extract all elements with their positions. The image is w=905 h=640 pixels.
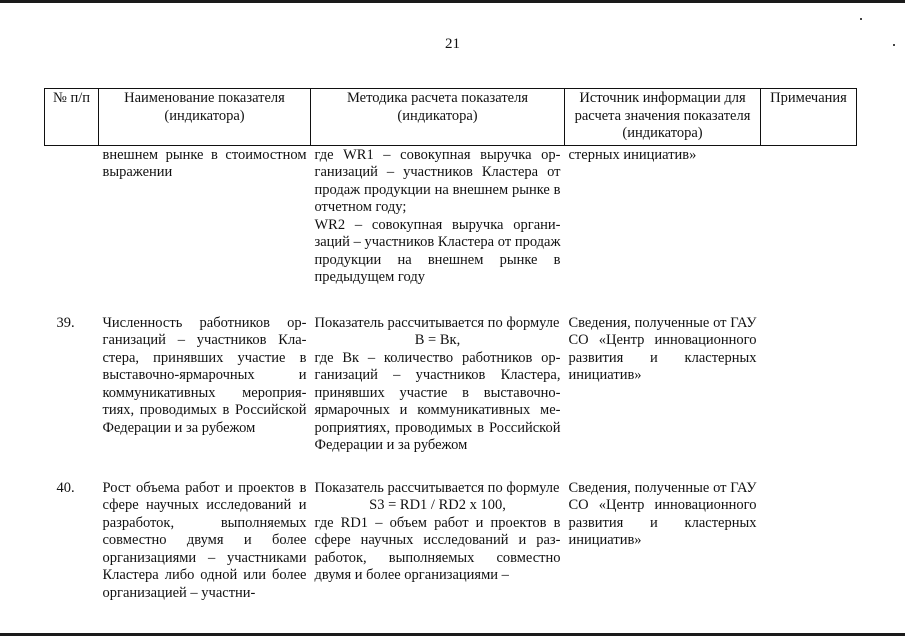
header-notes: Примечания: [761, 89, 857, 146]
cell-name: внешнем рынке в стоимостном выражении: [102, 146, 307, 180]
formula: S3 = RD1 / RD2 x 100,: [369, 497, 506, 513]
scan-bottom-border: [0, 633, 905, 636]
header-name: Наименование показателя (индикатора): [99, 89, 311, 146]
table-header-row: [45, 89, 857, 146]
cell-num: [45, 145, 99, 315]
cell-method: [311, 145, 565, 315]
method-intro: Показатель рассчитывается по формуле: [314, 314, 560, 331]
method-paragraph: где WR1 – совокупная выручка организаций – участников Кластера от продаж продукции на внешнем рынке в отчетном году;: [314, 146, 561, 215]
header-source: Источник информации для расчета значения показателя (индикатора): [565, 89, 761, 146]
indicator-table: [44, 88, 857, 602]
page-number: 21: [445, 36, 460, 52]
formula: В = Вк,: [414, 332, 461, 348]
cell-source: Сведения, полученные от ГАУ СО «Центр инновационного развития и кластерных инициатив»: [568, 479, 757, 548]
cell-name: Рост объема работ и проектов в сфере научных исследований и разработок, выполняемых совместно двумя и более организациями – участниками Кластера либо одной или более организацией – участни-: [102, 479, 307, 601]
cell-name: Численность работников организаций – участников Кластера, принявших участие в выставочно-ярмарочных и коммуникативных мероприятиях, проводимых в Российской Федерации и за рубежом: [102, 314, 307, 436]
table-row: [45, 145, 857, 315]
cell-source: стерных инициатив»: [568, 146, 697, 163]
cell-num: 39.: [56, 314, 75, 331]
header-num: № п/п: [45, 89, 99, 146]
cell-source: Сведения, полученные от ГАУ СО «Центр инновационного развития и кластерных инициатив»: [568, 314, 757, 383]
cell-notes: [761, 315, 857, 480]
table-row: [45, 480, 857, 603]
cell-num: 40.: [56, 479, 75, 496]
cell-notes: [761, 145, 857, 315]
table-row: [45, 315, 857, 480]
method-definition: где Вк – количество работников организаций – участников Кластера, принявших участие в выставочно-ярмарочных и коммуникативных мероприятиях, проводимых в Российской Федерации и за рубежом: [314, 349, 561, 453]
header-method: Методика расчета показателя (индикатора): [311, 89, 565, 146]
method-intro: Показатель рассчитывается по формуле: [314, 479, 560, 496]
method-paragraph: WR2 – совокупная выручка организаций – участников Кластера от продаж продукции на внешнем рынке в предыдущем году: [314, 216, 561, 285]
method-definition: где RD1 – объем работ и проектов в сфере научных исследований и разработок, выполняемых совместно двумя и более организациями –: [314, 514, 561, 583]
cell-method: [311, 315, 565, 480]
cell-method: [311, 480, 565, 603]
scan-top-border: [0, 0, 905, 3]
scan-speck: [860, 18, 862, 20]
cell-notes: [761, 480, 857, 603]
